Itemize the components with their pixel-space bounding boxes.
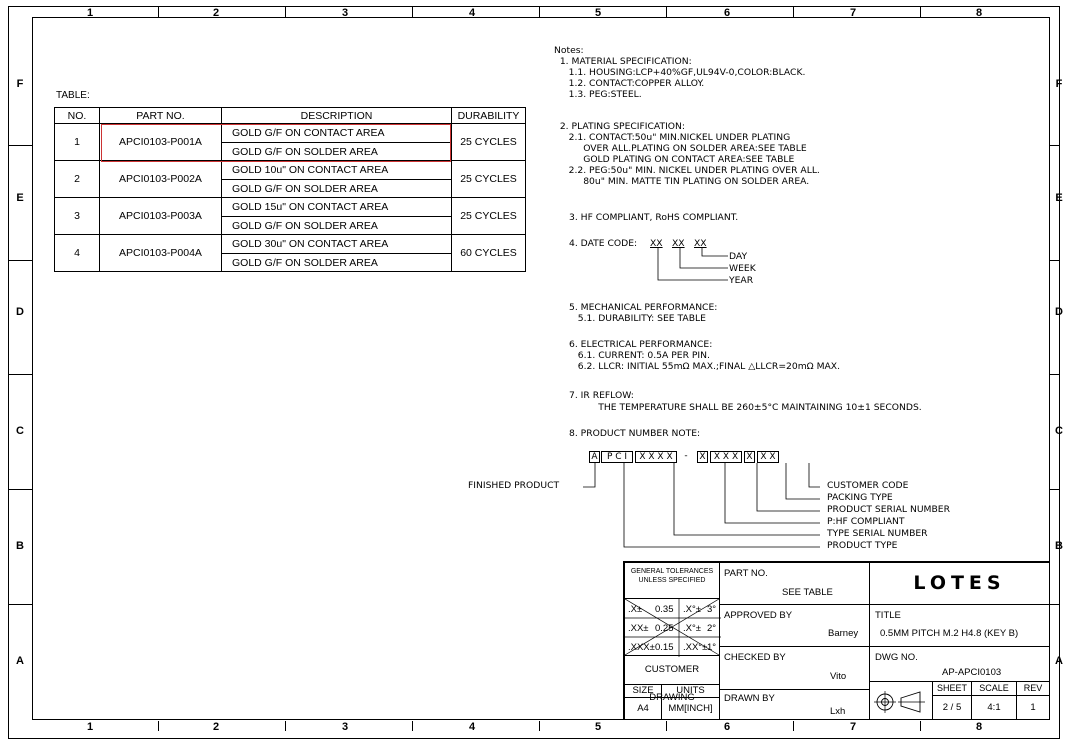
zone-row-b: B bbox=[16, 540, 24, 552]
row-no: 3 bbox=[55, 198, 100, 235]
date-label-year: YEAR bbox=[729, 275, 754, 286]
drawn-label: DRAWN BY bbox=[724, 693, 775, 704]
tol-angle-label: .X°± bbox=[683, 604, 701, 615]
zone-col-6: 6 bbox=[723, 721, 731, 733]
notes-mechanical: 5. MECHANICAL PERFORMANCE: 5.1. DURABILITY: SEE TABLE bbox=[569, 302, 718, 324]
pn-box: P C I bbox=[601, 451, 633, 463]
units-value: MM[INCH] bbox=[661, 697, 720, 720]
sheet-value: 2 / 5 bbox=[932, 695, 972, 720]
zone-tick bbox=[8, 374, 32, 375]
row-no: 4 bbox=[55, 235, 100, 272]
approved-value: Barney bbox=[828, 628, 859, 639]
zone-row-c: C bbox=[1055, 425, 1063, 437]
zone-tick bbox=[793, 7, 794, 17]
scale-value: 4:1 bbox=[971, 695, 1017, 720]
row-part-no: APCI0103-P001A bbox=[100, 124, 222, 161]
tol-linear-label: .X± bbox=[628, 604, 643, 615]
date-label-week: WEEK bbox=[729, 263, 756, 274]
checked-cell bbox=[719, 646, 870, 690]
tol-linear-value: 0.25 bbox=[655, 623, 674, 634]
zone-tick bbox=[666, 721, 667, 731]
col-header-part: PART NO. bbox=[100, 108, 222, 124]
zone-tick bbox=[539, 721, 540, 731]
zone-markers-bottom bbox=[32, 722, 1050, 733]
drawn-cell bbox=[719, 689, 870, 720]
zone-col-3: 3 bbox=[341, 721, 349, 733]
checked-value: Vito bbox=[830, 671, 847, 682]
zone-tick bbox=[158, 7, 159, 17]
selection-highlight[interactable] bbox=[101, 124, 451, 162]
rev-label: REV bbox=[1016, 681, 1050, 696]
row-durability: 60 CYCLES bbox=[452, 235, 526, 272]
zone-row-b: B bbox=[1055, 540, 1063, 552]
zone-col-4: 4 bbox=[468, 7, 476, 19]
row-durability: 25 CYCLES bbox=[452, 198, 526, 235]
zone-col-8: 8 bbox=[975, 7, 983, 19]
dwg-no-label: DWG NO. bbox=[875, 652, 918, 663]
zone-tick bbox=[158, 721, 159, 731]
customer-drawing: CUSTOMER DRAWING bbox=[624, 655, 720, 685]
zone-row-f: F bbox=[16, 78, 24, 90]
zone-col-2: 2 bbox=[212, 721, 220, 733]
zone-col-5: 5 bbox=[594, 7, 602, 19]
zone-row-a: A bbox=[1055, 655, 1063, 667]
row-part-no: APCI0103-P002A bbox=[100, 161, 222, 198]
date-code-year: XX bbox=[650, 238, 663, 249]
row-desc-solder: GOLD G/F ON SOLDER AREA bbox=[222, 217, 452, 235]
zone-tick bbox=[8, 604, 32, 605]
pn-label-hf: P:HF COMPLIANT bbox=[827, 516, 905, 527]
zone-col-8: 8 bbox=[975, 721, 983, 733]
note-date-code: 4. DATE CODE: bbox=[569, 238, 638, 249]
zone-tick bbox=[539, 7, 540, 17]
row-durability: 25 CYCLES bbox=[452, 161, 526, 198]
row-part-no: APCI0103-P004A bbox=[100, 235, 222, 272]
zone-markers-top bbox=[32, 8, 1050, 19]
row-no: 2 bbox=[55, 161, 100, 198]
pn-box: X bbox=[744, 451, 755, 463]
zone-tick bbox=[8, 145, 32, 146]
note-compliance: 3. HF COMPLIANT, RoHS COMPLIANT. bbox=[569, 212, 739, 223]
row-part-no: APCI0103-P003A bbox=[100, 198, 222, 235]
notes-plating: 2. PLATING SPECIFICATION: 2.1. CONTACT:50u" MIN.NICKEL UNDER PLATING OVER ALL.PLATING ON SOLDER AREA:SEE TABLE GOLD PLATING ON CONTACT AREA:SEE TABLE 2.2. PEG:50u" MIN. NICKEL UNDER PLATING OVER ALL. 80u" MIN. MATTE TIN PLATING ON SOLDER AREA. bbox=[559, 121, 820, 187]
third-angle-projection-icon bbox=[870, 682, 934, 721]
row-desc-contact: GOLD 30u" ON CONTACT AREA bbox=[222, 235, 452, 254]
table-title: TABLE: bbox=[56, 90, 90, 101]
zone-tick bbox=[285, 721, 286, 731]
tol-angle-label: .XX°± bbox=[683, 642, 708, 653]
zone-col-7: 7 bbox=[849, 721, 857, 733]
notes-material: Notes: 1. MATERIAL SPECIFICATION: 1.1. HOUSING:LCP+40%GF,UL94V-0,COLOR:BLACK. 1.2. CONTACT:COPPER ALLOY. 1.3. PEG:STEEL. bbox=[554, 45, 806, 100]
pn-box: X X X bbox=[710, 451, 742, 463]
tol-angle-value: 2° bbox=[707, 623, 717, 634]
date-code-leaders bbox=[650, 248, 730, 284]
tolerance-table bbox=[624, 598, 720, 656]
tolerance-title-1: GENERAL TOLERANCES bbox=[630, 568, 714, 575]
zone-col-5: 5 bbox=[594, 721, 602, 733]
date-label-day: DAY bbox=[729, 251, 748, 262]
pn-box: A bbox=[589, 451, 600, 463]
zone-tick bbox=[1050, 604, 1060, 605]
size-value: A4 bbox=[624, 697, 662, 720]
zone-tick bbox=[412, 721, 413, 731]
row-desc-contact: GOLD 15u" ON CONTACT AREA bbox=[222, 198, 452, 217]
sheet-label: SHEET bbox=[932, 681, 972, 696]
zone-tick bbox=[1050, 374, 1060, 375]
pn-box: X X bbox=[757, 451, 779, 463]
date-code-week: XX bbox=[672, 238, 685, 249]
approved-label: APPROVED BY bbox=[724, 610, 793, 621]
finished-product-label: FINISHED PRODUCT bbox=[468, 480, 560, 491]
zone-row-c: C bbox=[16, 425, 24, 437]
zone-tick bbox=[1050, 145, 1060, 146]
tol-linear-label: .XX± bbox=[628, 623, 649, 634]
zone-col-3: 3 bbox=[341, 7, 349, 19]
pn-label-packing-type: PACKING TYPE bbox=[827, 492, 893, 503]
product-number-leaders bbox=[580, 463, 830, 553]
zone-tick bbox=[8, 489, 32, 490]
table-row bbox=[55, 161, 526, 180]
title-value: 0.5MM PITCH M.2 H4.8 (KEY B) bbox=[880, 628, 1019, 639]
units-label: UNITS bbox=[661, 684, 720, 698]
checked-label: CHECKED BY bbox=[724, 652, 786, 663]
projection-symbol bbox=[869, 681, 933, 720]
row-durability: 25 CYCLES bbox=[452, 124, 526, 161]
zone-col-1: 1 bbox=[86, 721, 94, 733]
pn-dash: - bbox=[684, 451, 688, 461]
title-label: TITLE bbox=[875, 610, 901, 621]
table-header-row bbox=[55, 108, 526, 124]
rev-value: 1 bbox=[1016, 695, 1050, 720]
title-cell bbox=[869, 604, 1050, 647]
pn-label-type-serial: TYPE SERIAL NUMBER bbox=[827, 528, 928, 539]
note-product-number: 8. PRODUCT NUMBER NOTE: bbox=[569, 428, 701, 439]
drawn-value: Lxh bbox=[830, 706, 846, 717]
zone-tick bbox=[920, 7, 921, 17]
pn-label-serial: PRODUCT SERIAL NUMBER bbox=[827, 504, 950, 515]
zone-tick bbox=[1050, 260, 1060, 261]
pn-label-customer-code: CUSTOMER CODE bbox=[827, 480, 909, 491]
zone-col-7: 7 bbox=[849, 7, 857, 19]
pn-box: X X X X bbox=[635, 451, 677, 463]
tol-linear-value: 0.15 bbox=[655, 642, 674, 653]
tol-linear-value: 0.35 bbox=[655, 604, 674, 615]
dwg-no-cell bbox=[869, 646, 1050, 682]
zone-tick bbox=[920, 721, 921, 731]
dwg-no-value: AP-APCI0103 bbox=[942, 667, 1002, 678]
company-logo bbox=[869, 562, 1050, 605]
zone-row-e: E bbox=[16, 192, 24, 204]
approved-cell bbox=[719, 604, 870, 647]
notes-ir-reflow: 7. IR REFLOW: THE TEMPERATURE SHALL BE 260±5°C MAINTAINING 10±1 SECONDS. bbox=[569, 390, 922, 413]
tolerance-title-2: UNLESS SPECIFIED bbox=[638, 577, 706, 584]
row-desc-contact: GOLD G/F ON CONTACT AREA bbox=[222, 124, 452, 143]
pn-box: X bbox=[697, 451, 708, 463]
table-row bbox=[55, 198, 526, 217]
zone-col-4: 4 bbox=[468, 721, 476, 733]
zone-col-2: 2 bbox=[212, 7, 220, 19]
zone-tick bbox=[666, 7, 667, 17]
pn-label-product-type: PRODUCT TYPE bbox=[827, 540, 898, 551]
zone-tick bbox=[412, 7, 413, 17]
size-label: SIZE bbox=[624, 684, 662, 698]
date-code-day: XX bbox=[694, 238, 707, 249]
notes-electrical: 6. ELECTRICAL PERFORMANCE: 6.1. CURRENT: 0.5A PER PIN. 6.2. LLCR: INITIAL 55mΩ MAX.;FINAL △LLCR=20mΩ MAX. bbox=[569, 339, 841, 372]
zone-col-6: 6 bbox=[723, 7, 731, 19]
logo-text: LOTES bbox=[913, 572, 1006, 594]
row-desc-solder: GOLD G/F ON SOLDER AREA bbox=[222, 254, 452, 272]
title-block bbox=[623, 561, 1050, 720]
table-row bbox=[55, 235, 526, 254]
tol-angle-label: .X°± bbox=[683, 623, 701, 634]
row-desc-contact: GOLD 10u" ON CONTACT AREA bbox=[222, 161, 452, 180]
tol-angle-value: 3° bbox=[707, 604, 717, 615]
part-no-label: PART NO. bbox=[724, 568, 768, 579]
tol-angle-value: 1° bbox=[707, 642, 717, 653]
part-no-cell bbox=[719, 562, 870, 605]
zone-col-1: 1 bbox=[86, 7, 94, 19]
col-header-durability: DURABILITY bbox=[452, 108, 526, 124]
row-desc-solder: GOLD G/F ON SOLDER AREA bbox=[222, 180, 452, 198]
part-no-value: SEE TABLE bbox=[782, 587, 833, 598]
zone-row-a: A bbox=[16, 655, 24, 667]
tolerance-header bbox=[624, 562, 720, 599]
zone-row-f: F bbox=[1055, 78, 1063, 90]
row-desc-solder: GOLD G/F ON SOLDER AREA bbox=[222, 143, 452, 161]
zone-tick bbox=[793, 721, 794, 731]
scale-label: SCALE bbox=[971, 681, 1017, 696]
tol-linear-label: .XXX± bbox=[628, 642, 655, 653]
row-no: 1 bbox=[55, 124, 100, 161]
col-header-no: NO. bbox=[55, 108, 100, 124]
zone-row-d: D bbox=[1055, 306, 1063, 318]
zone-tick bbox=[285, 7, 286, 17]
col-header-description: DESCRIPTION bbox=[222, 108, 452, 124]
zone-row-e: E bbox=[1055, 192, 1063, 204]
zone-tick bbox=[8, 260, 32, 261]
zone-tick bbox=[1050, 489, 1060, 490]
zone-row-d: D bbox=[16, 306, 24, 318]
